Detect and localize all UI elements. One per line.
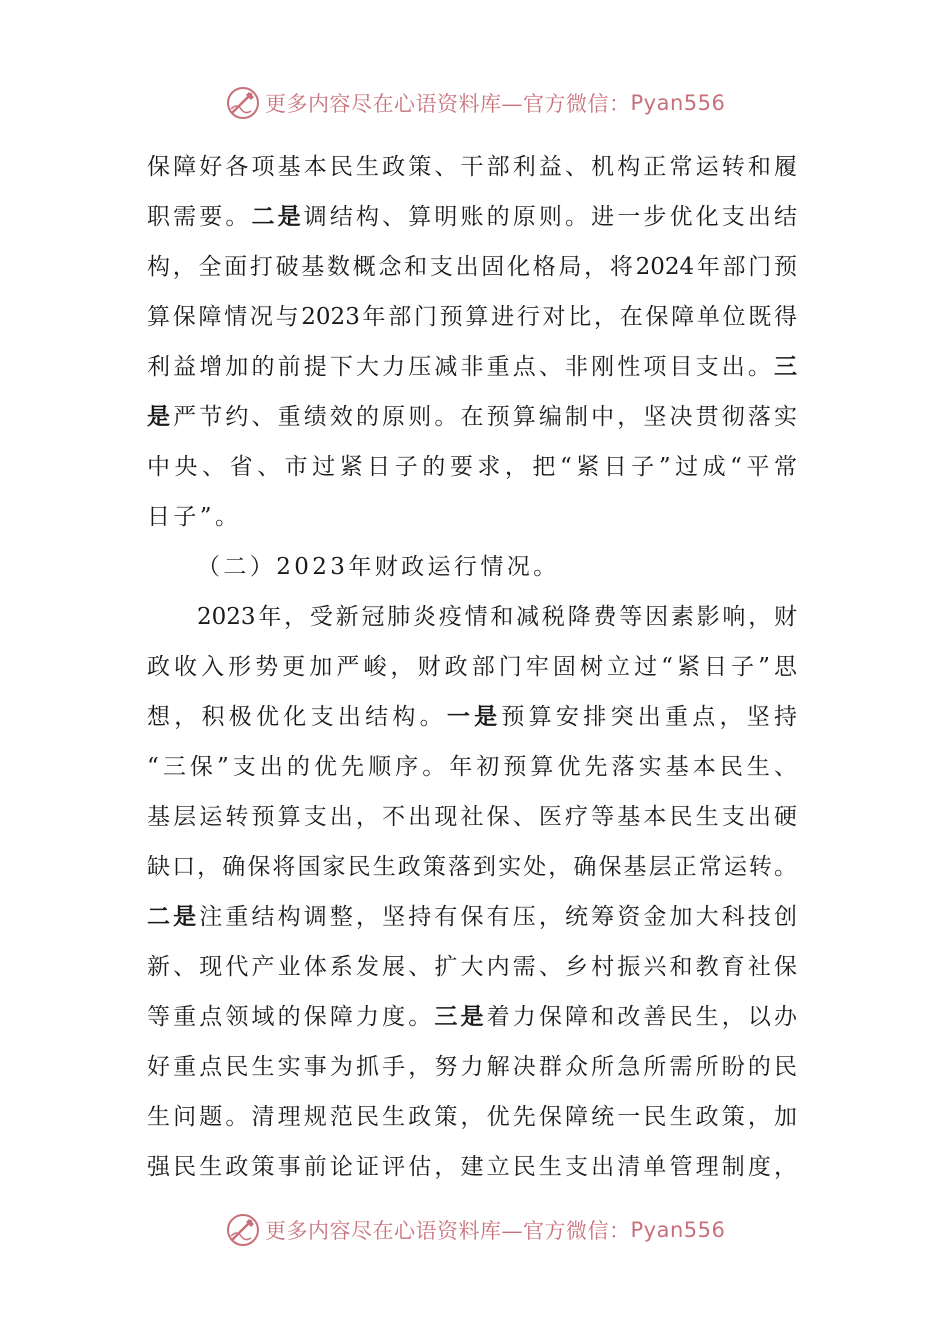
bold-keyword: 三 <box>774 353 797 380</box>
text-line <box>147 642 797 692</box>
text-line <box>147 442 797 492</box>
text-line <box>147 292 797 342</box>
text-segment: 基层运转预算支出，不出现社保、医疗等基本民生支出硬 <box>147 804 797 830</box>
text-line <box>147 692 797 742</box>
text-segment: 生问题。清理规范民生政策，优先保障统一民生政策，加 <box>147 1104 797 1130</box>
document-body <box>147 142 797 1192</box>
text-segment: 强民生政策事前论证评估，建立民生支出清单管理制度， <box>147 1154 797 1180</box>
text-segment: 缺口，确保将国家民生政策落到实处，确保基层正常运转。 <box>147 854 797 880</box>
text-line <box>147 492 797 542</box>
text-line <box>147 1092 797 1142</box>
bold-keyword: 二是 <box>147 903 200 930</box>
text-segment: 注重结构调整，坚持有保有压，统筹资金加大科技创 <box>199 904 797 930</box>
text-segment: 调结构、算明账的原则。进一步优化支出结 <box>303 204 797 230</box>
text-line <box>147 842 797 892</box>
text-segment: 保障好各项基本民生政策、干部利益、机构正常运转和履 <box>147 154 797 180</box>
text-line <box>147 242 797 292</box>
pen-logo-icon <box>225 1212 261 1248</box>
bold-keyword: 二是 <box>251 203 304 230</box>
bold-keyword: 一是 <box>446 703 502 730</box>
pen-logo-icon <box>225 85 261 121</box>
text-line <box>147 742 797 792</box>
text-segment: 政收入形势更加严峻，财政部门牢固树立过“紧日子”思 <box>147 654 797 680</box>
text-segment: “三保”支出的优先顺序。年初预算优先落实基本民生、 <box>147 754 797 780</box>
bold-keyword: 是 <box>147 403 174 430</box>
text-line <box>147 892 797 942</box>
text-segment: 预算安排突出重点，坚持 <box>501 704 798 730</box>
text-line <box>147 942 797 992</box>
text-segment: 严节约、重绩效的原则。在预算编制中，坚决贯彻落实 <box>173 404 797 430</box>
text-segment: 等重点领域的保障力度。 <box>147 1004 435 1030</box>
text-segment: 想，积极优化支出结构。 <box>147 704 447 730</box>
text-segment: 利益增加的前提下大力压减非重点、非刚性项目支出。 <box>147 354 774 380</box>
text-segment: 日子”。 <box>147 504 242 530</box>
text-line <box>147 192 797 242</box>
text-line <box>147 142 797 192</box>
text-segment: 算保障情况与2023年部门预算进行对比，在保障单位既得 <box>147 304 797 330</box>
text-line <box>147 792 797 842</box>
banner-text: 更多内容尽在心语资料库—官方微信： <box>265 92 631 116</box>
text-segment: 好重点民生实事为抓手，努力解决群众所急所需所盼的民 <box>147 1054 797 1080</box>
text-segment: 着力保障和改善民生，以办 <box>486 1004 797 1030</box>
wechat-id: Pyan556 <box>630 1218 726 1242</box>
text-line <box>147 542 797 592</box>
footer-banner <box>225 1210 745 1250</box>
text-segment: 职需要。 <box>147 204 252 230</box>
text-line <box>147 392 797 442</box>
header-banner <box>225 83 745 123</box>
text-line <box>147 1042 797 1092</box>
text-segment: 构，全面打破基数概念和支出固化格局，将2024年部门预 <box>147 254 797 280</box>
wechat-id: Pyan556 <box>630 91 726 115</box>
text-line <box>147 342 797 392</box>
text-line <box>147 592 797 642</box>
banner-text: 更多内容尽在心语资料库—官方微信： <box>265 1219 631 1243</box>
text-segment: 新、现代产业体系发展、扩大内需、乡村振兴和教育社保 <box>147 954 797 980</box>
text-line <box>147 1142 797 1192</box>
text-line <box>147 992 797 1042</box>
text-segment: 2023年，受新冠肺炎疫情和减税降费等因素影响，财 <box>197 604 797 630</box>
text-segment: （二）2023年财政运行情况。 <box>197 554 560 580</box>
text-segment: 中央、省、市过紧日子的要求，把“紧日子”过成“平常 <box>147 454 797 480</box>
bold-keyword: 三是 <box>434 1003 487 1030</box>
